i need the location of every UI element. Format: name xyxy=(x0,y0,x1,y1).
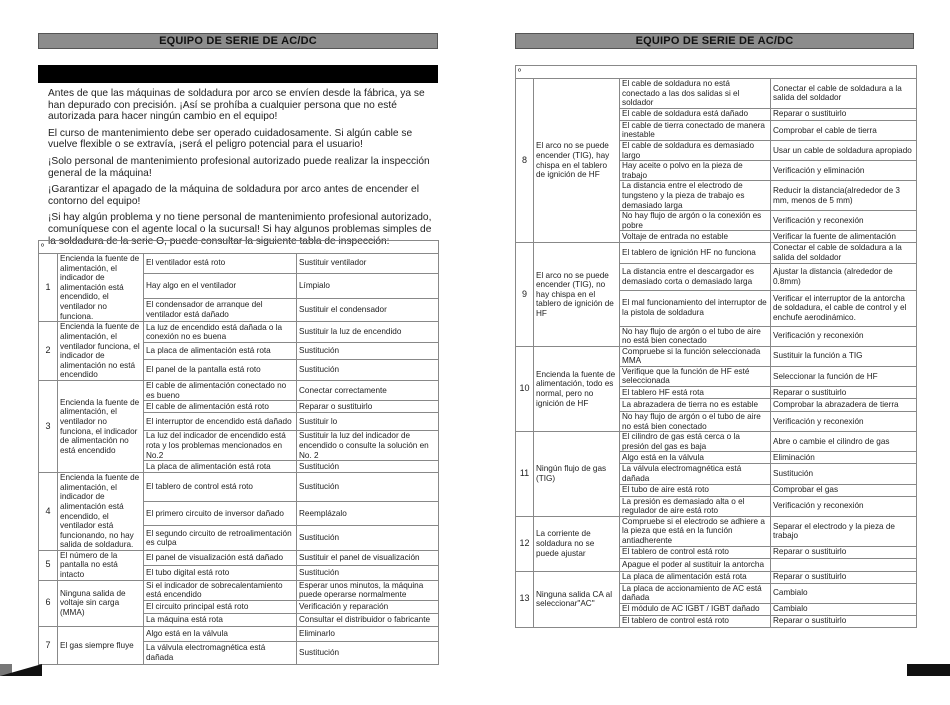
fault-cause: Hay aceite o polvo en la pieza de trabajo xyxy=(620,161,771,181)
fault-solution: Sustituir el panel de visualización xyxy=(297,550,439,565)
page-header: EQUIPO DE SERIE DE AC/DC xyxy=(38,33,438,49)
fault-cause: La placa de alimentación está rota xyxy=(144,461,297,473)
fault-solution: Sustitución xyxy=(297,473,439,502)
intro-paragraph: El curso de mantenimiento debe ser operado cuidadosamente. Si algún cable se vuelve flexible o se extravía, ¡será el peligro potencial para el usuario! xyxy=(48,127,413,151)
fault-cause: El cable de soldadura no está conectado a las dos salidas si el soldador xyxy=(620,79,771,109)
table-row xyxy=(516,79,917,109)
fault-cause: Si el indicador de sobrecalentamiento está encendido xyxy=(144,580,297,600)
fault-description: El arco no se puede encender (TIG), hay chispa en el tablero de ignición de HF xyxy=(534,79,620,243)
fault-cause: El tablero HF está rota xyxy=(620,387,771,399)
fault-cause: La placa de alimentación está rota xyxy=(620,571,771,583)
fault-solution: Abre o cambie el cilindro de gas xyxy=(771,432,917,452)
fault-solution: Sustitución xyxy=(297,641,439,664)
fault-cause: El módulo de AC IGBT / IGBT dañado xyxy=(620,603,771,615)
fault-cause: El ventilador está roto xyxy=(144,254,297,274)
fault-solution: Ajustar la distancia (alrededor de 0.8mm) xyxy=(771,263,917,290)
fault-description: Encienda la fuente de alimentación, el ventilador funciona, el indicador de alimentación no está encendido xyxy=(58,322,144,381)
fault-description: Encienda la fuente de alimentación, el ventilador no funciona, el indicador de alimentación no está encendido xyxy=(58,381,144,473)
fault-cause: El cable de tierra conectado de manera inestable xyxy=(620,120,771,140)
fault-cause: El circuito principal está roto xyxy=(144,600,297,613)
fault-cause: La abrazadera de tierra no es estable xyxy=(620,399,771,412)
fault-cause: La luz de encendido está dañada o la conexión no es buena xyxy=(144,322,297,343)
fault-cause: El tablero de control está roto xyxy=(620,546,771,558)
fault-cause: La placa de accionamiento de AC está dañada xyxy=(620,583,771,603)
fault-description: El número de la pantalla no está intacto xyxy=(58,550,144,580)
fault-solution: Cambialo xyxy=(771,603,917,615)
fault-cause: Voltaje de entrada no estable xyxy=(620,231,771,243)
fault-solution: Verificación y reconexión xyxy=(771,211,917,231)
fault-cause: El primero circuito de inversor dañado xyxy=(144,501,297,526)
intro-text xyxy=(48,88,438,252)
fault-solution xyxy=(771,558,917,571)
fault-cause: La válvula electromagnética está dañada xyxy=(144,641,297,664)
fault-number: 2 xyxy=(39,322,58,381)
fault-solution: Sustitución xyxy=(297,343,439,360)
page-corner-mark xyxy=(907,664,950,676)
fault-cause: Algo está en la válvula xyxy=(620,452,771,464)
fault-description: Ninguna salida de voltaje sin carga (MMA) xyxy=(58,580,144,626)
fault-cause: La luz del indicador de encendido está rota y los problemas mencionados en No.2 xyxy=(144,431,297,461)
fault-solution: Conectar el cable de soldadura a la salida del soldador xyxy=(771,243,917,263)
fault-solution: Verificar la fuente de alimentación xyxy=(771,231,917,243)
fault-number: 5 xyxy=(39,550,58,580)
fault-solution: Reemplázalo xyxy=(297,501,439,526)
fault-cause: La distancia entre el descargador es demasiado corta o demasiado larga xyxy=(620,263,771,290)
fault-cause: El tablero de control está roto xyxy=(144,473,297,502)
fault-cause: El tubo digital está roto xyxy=(144,566,297,580)
fault-solution: Conectar el cable de soldadura a la salida del soldador xyxy=(771,79,917,109)
fault-cause: La máquina está rota xyxy=(144,613,297,626)
fault-solution: Comprobar el gas xyxy=(771,484,917,496)
table-header-symbol: º xyxy=(516,66,917,79)
fault-description: Ninguna salida CA al seleccionar"AC" xyxy=(534,571,620,627)
fault-solution: Reducir la distancia(alrededor de 3 mm, menos de 5 mm) xyxy=(771,181,917,211)
fault-solution: Sustitución xyxy=(297,360,439,381)
table-row xyxy=(39,580,439,600)
table-row xyxy=(516,243,917,263)
fault-solution: Reparar o sustituirlo xyxy=(297,401,439,413)
fault-cause: La válvula electromagnética está dañada xyxy=(620,464,771,484)
fault-solution: Sustituir lo xyxy=(297,413,439,431)
fault-solution: Verificación y reconexión xyxy=(771,496,917,516)
fault-solution: Sustitución xyxy=(297,526,439,551)
fault-description: El arco no se puede encender (TIG), no hay chispa en el tablero de ignición de HF xyxy=(534,243,620,346)
table-row xyxy=(39,322,439,343)
table-row xyxy=(39,254,439,274)
fault-number: 4 xyxy=(39,473,58,551)
fault-cause: El interruptor de encendido está dañado xyxy=(144,413,297,431)
fault-solution: Reparar o sustituirlo xyxy=(771,546,917,558)
fault-solution: Sustituir la función a TIG xyxy=(771,346,917,366)
fault-number: 9 xyxy=(516,243,534,346)
inspection-table xyxy=(38,240,439,665)
fault-description: Ningún flujo de gas (TIG) xyxy=(534,432,620,517)
fault-number: 8 xyxy=(516,79,534,243)
fault-cause: No hay flujo de argón o el tubo de aire no está bien conectado xyxy=(620,412,771,432)
fault-cause: No hay flujo de argón o el tubo de aire no está bien conectado xyxy=(620,326,771,346)
fault-cause: El panel de la pantalla está roto xyxy=(144,360,297,381)
intro-paragraph: Antes de que las máquinas de soldadura por arco se envíen desde la fábrica, ya se han depurado con precisión. ¡Así se prohíba a cualquier persona que no esté autorizada para hacer ningún cambio en el equipo! xyxy=(48,88,425,123)
table-row xyxy=(516,516,917,546)
fault-solution: Reparar o sustituirlo xyxy=(771,108,917,120)
fault-cause: El tablero de control está roto xyxy=(620,615,771,627)
fault-solution: Verificación y reconexión xyxy=(771,326,917,346)
fault-cause: El panel de visualización está dañado xyxy=(144,550,297,565)
fault-description: El gas siempre fluye xyxy=(58,626,144,664)
table-row xyxy=(39,626,439,641)
fault-solution: Verificar el interruptor de la antorcha de soldadura, el cable de control y el enchufe aerodinámico. xyxy=(771,290,917,326)
fault-cause: El tablero de ignición HF no funciona xyxy=(620,243,771,263)
fault-number: 11 xyxy=(516,432,534,517)
table-row xyxy=(516,346,917,366)
table-row xyxy=(516,432,917,452)
fault-solution: Comprobar la abrazadera de tierra xyxy=(771,399,917,412)
fault-cause: Compruebe si la función seleccionada MMA xyxy=(620,346,771,366)
fault-solution: Comprobar el cable de tierra xyxy=(771,120,917,140)
table-row xyxy=(39,473,439,502)
fault-number: 10 xyxy=(516,346,534,432)
right-page xyxy=(475,0,950,705)
fault-solution: Límpialo xyxy=(297,273,439,298)
table-row xyxy=(39,381,439,401)
fault-number: 3 xyxy=(39,381,58,473)
table-header-symbol: º xyxy=(39,241,439,254)
table-row xyxy=(39,550,439,565)
fault-solution: Sustituir ventilador xyxy=(297,254,439,274)
fault-number: 12 xyxy=(516,516,534,571)
fault-cause: El segundo circuito de retroalimentación es culpa xyxy=(144,526,297,551)
fault-cause: La distancia entre el electrodo de tungsteno y la pieza de trabajo es demasiado larga xyxy=(620,181,771,211)
fault-number: 7 xyxy=(39,626,58,664)
fault-solution: Consultar el distribuidor o fabricante xyxy=(297,613,439,626)
fault-solution: Eliminarlo xyxy=(297,626,439,641)
fault-cause: Verifique que la función de HF esté seleccionada xyxy=(620,366,771,386)
fault-solution: Usar un cable de soldadura apropiado xyxy=(771,140,917,160)
fault-cause: El tubo de aire está roto xyxy=(620,484,771,496)
page-header: EQUIPO DE SERIE DE AC/DC xyxy=(515,33,914,49)
fault-description: Encienda la fuente de alimentación, el indicador de alimentación está encendido, el ventilador no funciona. xyxy=(58,254,144,322)
fault-cause: No hay flujo de argón o la conexión es pobre xyxy=(620,211,771,231)
intro-paragraph: ¡Si hay algún problema y no tiene personal de mantenimiento profesional autorizado, comuníquese con el agente local o la sucursal! Si hay algunos problemas simples de la soldadura de la serie O, puede consultar la siguiente tabla de inspección: xyxy=(48,212,432,247)
fault-solution: Verificación y reconexión xyxy=(771,412,917,432)
table-row xyxy=(516,571,917,583)
fault-description: Encienda la fuente de alimentación, todo es normal, pero no ignición de HF xyxy=(534,346,620,432)
fault-solution: Sustitución xyxy=(771,464,917,484)
fault-solution: Sustituir la luz de encendido xyxy=(297,322,439,343)
fault-solution: Eliminación xyxy=(771,452,917,464)
fault-cause: Apague el poder al sustituir la antorcha xyxy=(620,558,771,571)
fault-cause: El cable de alimentación conectado no es bueno xyxy=(144,381,297,401)
fault-cause: El cable de alimentación está roto xyxy=(144,401,297,413)
fault-cause: Hay algo en el ventilador xyxy=(144,273,297,298)
fault-number: 1 xyxy=(39,254,58,322)
fault-cause: La presión es demasiado alta o el regulador de aire está roto xyxy=(620,496,771,516)
fault-solution: Sustitución xyxy=(297,461,439,473)
inspection-table xyxy=(515,65,917,628)
fault-cause: Compruebe si el electrodo se adhiere a la pieza que está en la función antiadherente xyxy=(620,516,771,546)
fault-solution: Cambialo xyxy=(771,583,917,603)
fault-solution: Separar el electrodo y la pieza de trabajo xyxy=(771,516,917,546)
fault-solution: Verificación y eliminación xyxy=(771,161,917,181)
intro-paragraph: ¡Garantizar el apagado de la máquina de soldadura por arco antes de encender el contorno del equipo! xyxy=(48,184,419,207)
fault-cause: El cilindro de gas está cerca o la presión del gas es baja xyxy=(620,432,771,452)
fault-number: 6 xyxy=(39,580,58,626)
fault-solution: Verificación y reparación xyxy=(297,600,439,613)
fault-description: Encienda la fuente de alimentación, el indicador de alimentación está encendido, el ventilador está funcionando, no hay salida de soldadura. xyxy=(58,473,144,551)
fault-solution: Sustitución xyxy=(297,566,439,580)
fault-cause: El condensador de arranque del ventilador está dañado xyxy=(144,298,297,321)
fault-solution: Conectar correctamente xyxy=(297,381,439,401)
fault-solution: Sustituir el condensador xyxy=(297,298,439,321)
fault-cause: La placa de alimentación está rota xyxy=(144,343,297,360)
fault-cause: El cable de soldadura está dañado xyxy=(620,108,771,120)
fault-solution: Reparar o sustituirlo xyxy=(771,571,917,583)
fault-number: 13 xyxy=(516,571,534,627)
fault-solution: Sustituir la luz del indicador de encendido o consulte la solución en No. 2 xyxy=(297,431,439,461)
intro-paragraph: ¡Solo personal de mantenimiento profesional autorizado puede realizar la inspección general de la máquina! xyxy=(48,155,430,179)
fault-cause: Algo está en la válvula xyxy=(144,626,297,641)
fault-solution: Reparar o sustituirlo xyxy=(771,387,917,399)
fault-cause: El cable de soldadura es demasiado largo xyxy=(620,140,771,160)
section-title-bar xyxy=(38,65,438,83)
fault-solution: Reparar o sustituirlo xyxy=(771,615,917,627)
fault-solution: Esperar unos minutos, la máquina puede operarse normalmente xyxy=(297,580,439,600)
fault-description: La corriente de soldadura no se puede ajustar xyxy=(534,516,620,571)
fault-cause: El mal funcionamiento del interruptor de la pistola de soldadura xyxy=(620,290,771,326)
fault-solution: Seleccionar la función de HF xyxy=(771,366,917,386)
